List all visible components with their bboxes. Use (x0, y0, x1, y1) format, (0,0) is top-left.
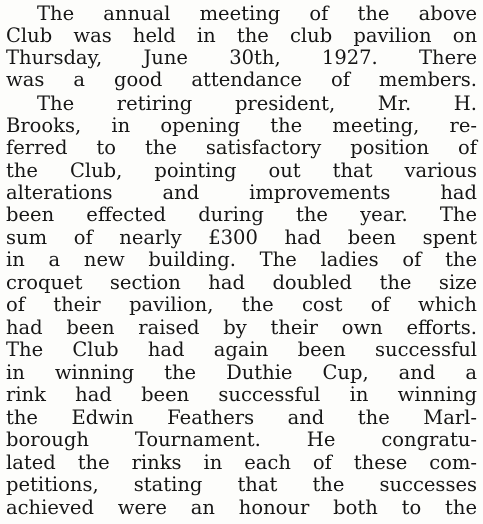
article-line: Club was held in the club pavilion on (6, 24, 477, 47)
article-line: the Edwin Feathers and the Marl- (6, 406, 477, 429)
article-line: in a new building. The ladies of the (6, 248, 477, 271)
article-line: petitions, stating that the successes (6, 473, 477, 496)
article-line: The annual meeting of the above (37, 2, 477, 25)
article-line: rink had been successful in winning (6, 383, 477, 406)
article-line: Thursday, June 30th, 1927. There (6, 46, 477, 69)
article-line: achieved were an honour both to the (6, 496, 477, 519)
article-line: The retiring president, Mr. H. (37, 92, 477, 115)
article-line: sum of nearly £300 had been spent (6, 226, 477, 249)
article-line: The Club had again been successful (6, 338, 477, 361)
article-line: the Club, pointing out that various (6, 159, 477, 182)
article-line: was a good attendance of members. (6, 68, 477, 91)
article-line: borough Tournament. He congratu- (6, 428, 477, 451)
article-line: had been raised by their own efforts. (6, 316, 477, 339)
article-line: been effected during the year. The (6, 203, 477, 226)
article-line: croquet section had doubled the size (6, 271, 477, 294)
article-line: Brooks, in opening the meeting, re- (6, 114, 477, 137)
article-line: alterations and improvements had (6, 181, 477, 204)
article-line: lated the rinks in each of these com- (6, 451, 477, 474)
article-line: in winning the Duthie Cup, and a (6, 361, 477, 384)
article-line: of their pavilion, the cost of which (6, 293, 477, 316)
article-line: ferred to the satisfactory position of (6, 136, 477, 159)
